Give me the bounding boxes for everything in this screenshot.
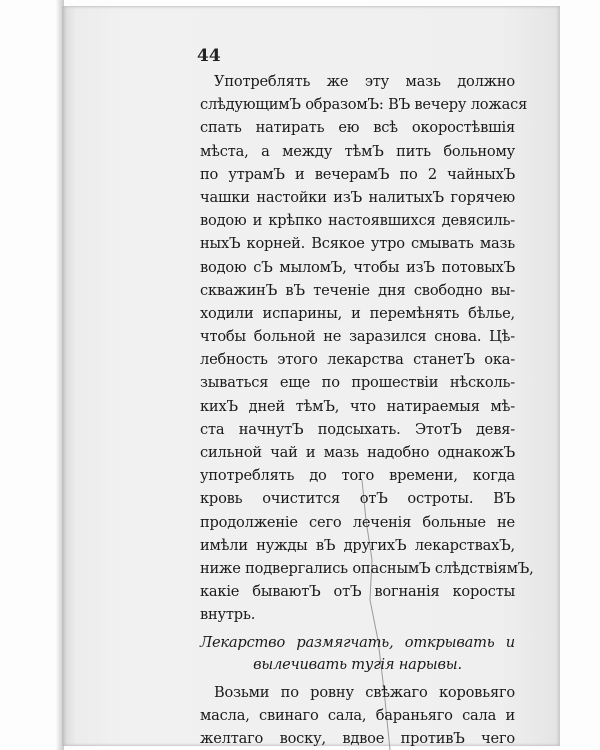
- paragraph-2: [200, 681, 515, 750]
- text-line: зываться еще по прошествіи нѣсколь-: [200, 374, 515, 392]
- text-line: ходили испарины, и перемѣнять бѣлье,: [200, 304, 515, 322]
- page-number: 44: [197, 46, 221, 66]
- text-line: Употреблять же эту мазь должно: [214, 73, 515, 90]
- text-line: лебность этого лекарства станетЪ ока-: [200, 351, 515, 369]
- section-heading: [200, 632, 515, 676]
- text-line: мѣста, а между тѣмЪ пить больному: [200, 142, 515, 160]
- text-line: скважинЪ вЪ теченіе дня свободно вы-: [200, 281, 515, 299]
- text-line: желтаго воску, вдвое противЪ чего: [200, 729, 515, 747]
- text-line: употреблять до того времени, когда: [200, 467, 515, 485]
- text-line: кихЪ дней тѣмЪ, что натираемыя мѣ-: [200, 397, 515, 415]
- text-line: ста начнутЪ подсыхать. ЭтотЪ девя-: [200, 420, 515, 438]
- text-line: какіе бываютЪ отЪ вогнанія коросты: [200, 583, 515, 601]
- paragraph-1: [200, 70, 534, 627]
- text-line: по утрамЪ и вечерамЪ по 2 чайныхЪ: [200, 165, 515, 183]
- text-line: спать натирать ею всѣ окоростѣвшія: [200, 119, 515, 137]
- text-line: ниже подвергались опаснымЪ слѣдствіямЪ,: [200, 559, 534, 577]
- text-line: масла, свинаго сала, бараньяго сала и: [200, 706, 515, 724]
- text-line: вылечивать тугія нарывы.: [253, 655, 462, 673]
- text-line: водою и крѣпко настоявшихся девясиль-: [200, 212, 515, 230]
- text-line: чтобы больной не заразился снова. Цѣ-: [200, 328, 515, 346]
- page-text: [200, 70, 534, 750]
- text-line: чашки настойки изЪ налитыхЪ горячею: [200, 188, 515, 206]
- text-line: ныхЪ корней. Всякое утро смывать мазь: [200, 235, 515, 253]
- text-line: Возьми по ровну свѣжаго коровьяго: [214, 683, 515, 701]
- text-line: водою сЪ мыломЪ, чтобы изЪ потовыхЪ: [200, 258, 515, 276]
- text-line: кровь очистится отЪ остроты. ВЪ: [200, 490, 515, 508]
- text-line: имѣли нужды вЪ другихЪ лекарствахЪ,: [200, 536, 515, 554]
- text-line: сильной чай и мазь надобно однакожЪ: [200, 444, 515, 461]
- text-line: слѣдующимЪ образомЪ: ВЪ вечеру ложася: [200, 96, 528, 114]
- text-line: продолженіе сего леченія больные не: [200, 513, 515, 531]
- text-line: внутрь.: [200, 606, 256, 624]
- text-line: Лекарство размягчать, открывать и: [200, 633, 515, 651]
